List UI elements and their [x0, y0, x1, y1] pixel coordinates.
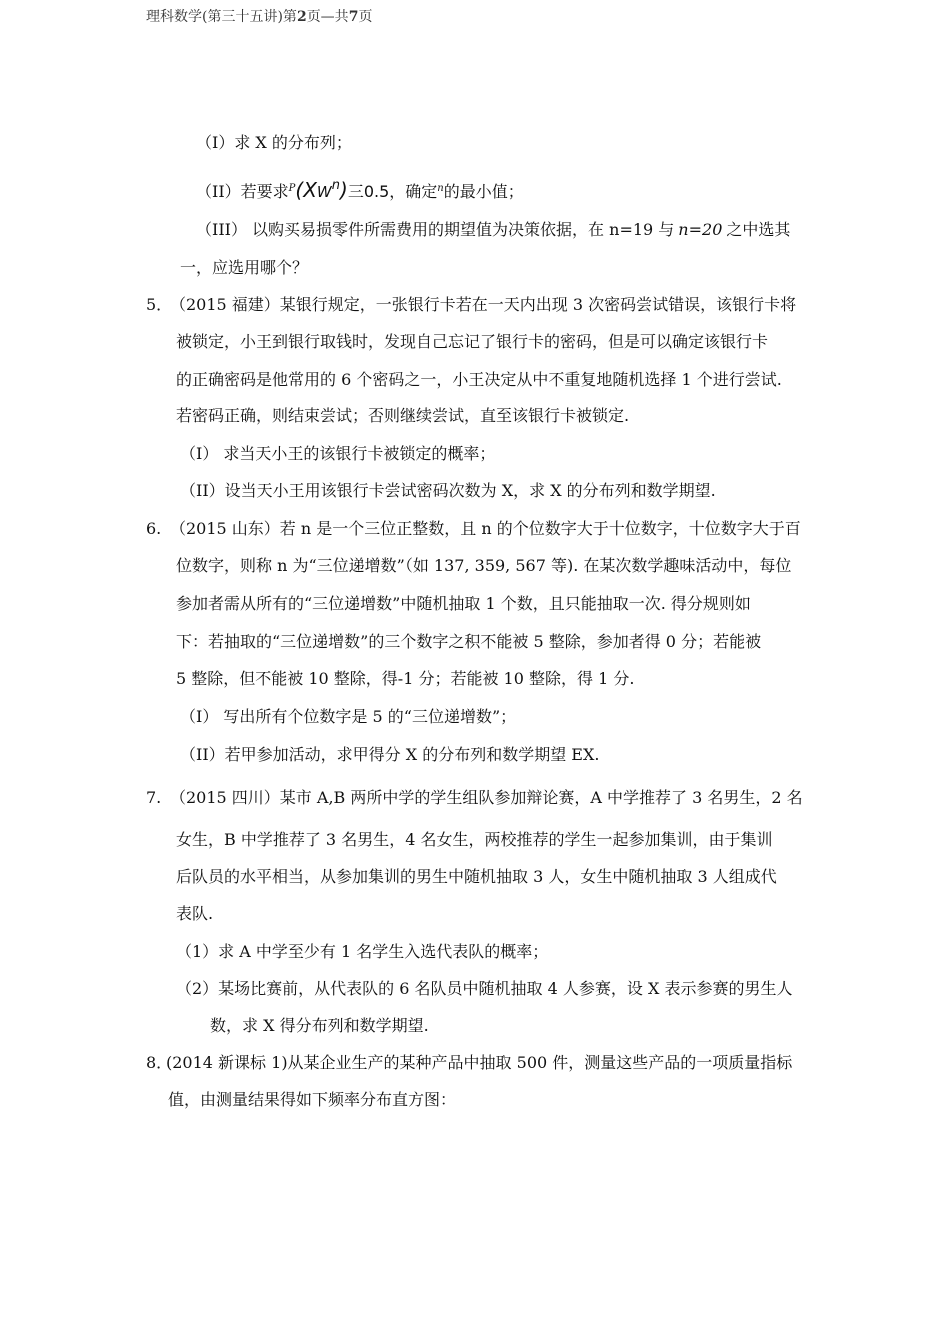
q4-part2-n2: n [437, 183, 444, 194]
q7-line3: 后队员的水平相当，从参加集训的男生中随机抽取 3 人，女生中随机抽取 3 人组成代 [176, 867, 777, 886]
q4-part2-rel: 三0.5 [347, 182, 390, 201]
header-prefix: 理科数学(第三十五讲)第 [146, 9, 297, 25]
q6-part2: （II）若甲参加活动，求甲得分 X 的分布列和数学期望 EX. [180, 745, 600, 764]
q7-part2: （2）某场比赛前，从代表队的 6 名队员中随机抽取 4 人参赛，设 X 表示参赛的男生人 [176, 979, 793, 998]
q8-number: 8． [146, 1053, 173, 1072]
q4-part2-p: P [288, 183, 296, 194]
header-total-pages: 7 [348, 9, 359, 25]
q6-line1: （2015 山东）若 n 是一个三位正整数，且 n 的个位数字大于十位数字，十位数字大于百 [170, 519, 801, 538]
q5-line3: 的正确密码是他常用的 6 个密码之一，小王决定从中不重复地随机选择 1 个进行尝试. [176, 370, 782, 389]
q7-number: 7. [146, 788, 162, 807]
header-suffix: 页 [358, 9, 373, 25]
q8-line1: (2014 新课标 1)从某企业生产的某种产品中抽取 500 件，测量这些产品的一项质量指标 [166, 1053, 793, 1072]
q4-part2-w: W [316, 183, 332, 201]
q6-line4: 下：若抽取的“三位递增数”的三个数字之积不能被 5 整除，参加者得 0 分；若能被 [176, 632, 762, 651]
q7-part1: （1）求 A 中学至少有 1 名学生入选代表队的概率； [176, 942, 549, 961]
q4-part2-x: X [303, 178, 317, 202]
q8-line2: 值，由测量结果得如下频率分布直方图： [168, 1090, 457, 1109]
q7-line2: 女生，B 中学推荐了 3 名男生，4 名女生，两校推荐的学生一起参加集训，由于集训 [176, 830, 773, 849]
q5-part1: （I） 求当天小王的该银行卡被锁定的概率； [180, 444, 496, 463]
q6-number: 6. [146, 519, 162, 538]
q6-line2: 位数字，则称 n 为“三位递增数”（如 137, 359, 567 等). 在某次数学趣味活动中，每位 [176, 556, 792, 575]
q7-line1: （2015 四川）某市 A,B 两所中学的学生组队参加辩论赛，A 中学推荐了 3 名男生，2 名 [170, 788, 803, 807]
page-header [146, 6, 372, 26]
q7-part2-cont: 数，求 X 得分布列和数学期望. [210, 1016, 429, 1035]
q4-part2-text-a: （II）若要求 [196, 182, 289, 201]
q5-line4: 若密码正确，则结束尝试；否则继续尝试，直至该银行卡被锁定. [176, 406, 630, 425]
q4-part3-text-a: （III） 以购买易损零件所需费用的期望值为决策依据，在 n=19 与 [196, 220, 675, 239]
q5-number: 5． [146, 295, 173, 314]
q4-part3-n20: n=20 [678, 220, 723, 239]
q4-part2-text-b: ，确定 [389, 182, 438, 201]
q5-line1: （2015 福建）某银行规定，一张银行卡若在一天内出现 3 次密码尝试错误，该银行卡将 [170, 295, 797, 314]
q5-line2: 被锁定，小王到银行取钱时，发现自己忘记了银行卡的密码，但是可以确定该银行卡 [176, 332, 769, 351]
q4-part3-text-b: 之中选其 [726, 220, 791, 239]
q6-line5: 5 整除，但不能被 10 整除，得-1 分；若能被 10 整除，得 1 分. [176, 669, 635, 688]
q5-part2: （II）设当天小王用该银行卡尝试密码次数为 X，求 X 的分布列和数学期望. [180, 481, 716, 500]
q4-part2-n: n [331, 178, 340, 193]
q4-part2-formula: $(XW^n)$ [295, 178, 348, 202]
q4-part2-text-c: 的最小值； [443, 182, 524, 201]
q4-part2 [196, 176, 524, 202]
header-page-number: 2 [296, 9, 307, 25]
header-mid: 页—共 [306, 9, 349, 25]
q4-part3 [196, 220, 790, 240]
q4-part3-cont: 一，应选用哪个？ [180, 258, 309, 277]
q6-part1: （I） 写出所有个位数字是 5 的“三位递增数”； [180, 707, 517, 726]
q7-line4: 表队. [176, 904, 214, 923]
q4-part1: （I）求 X 的分布列； [196, 133, 352, 152]
q6-line3: 参加者需从所有的“三位递增数”中随机抽取 1 个数，且只能抽取一次. 得分规则如 [176, 594, 751, 613]
